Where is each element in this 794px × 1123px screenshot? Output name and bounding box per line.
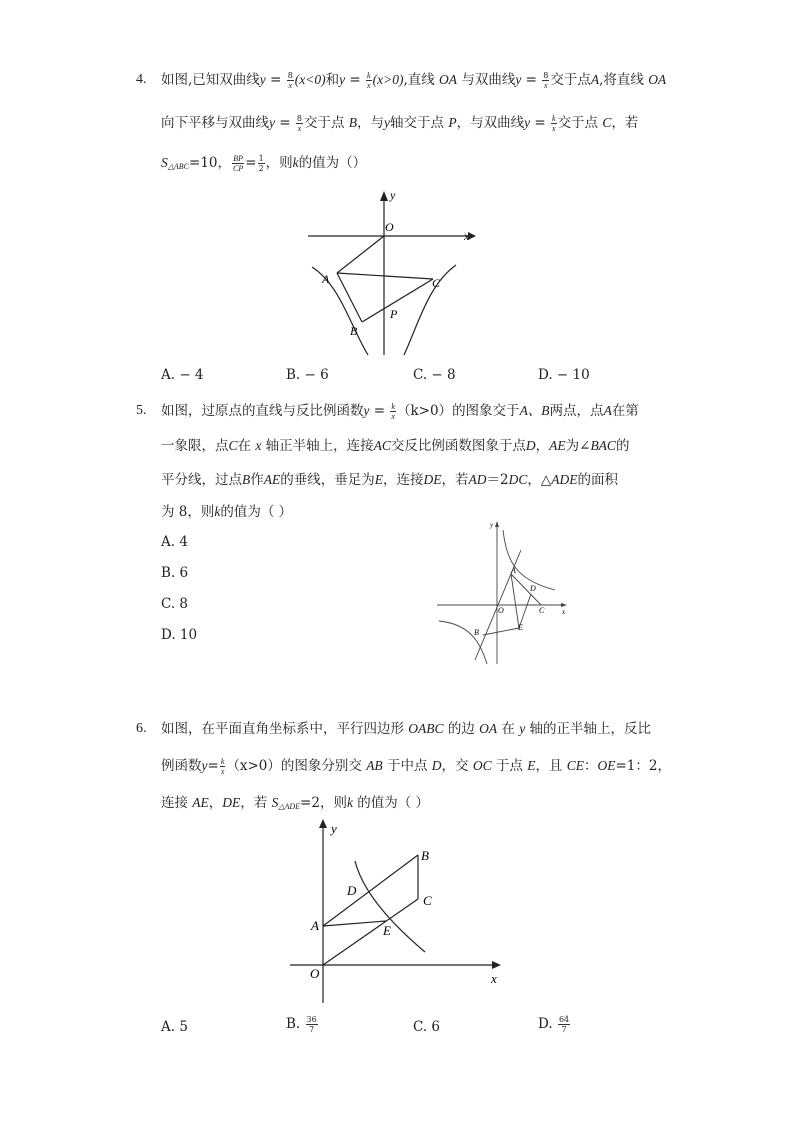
label-b: B — [474, 628, 479, 637]
option-d[interactable]: D. $\frac{64}{7}$ — [538, 1015, 570, 1034]
q5-line-3: 平分线，过点B作AE的垂线，垂足为E，连接DE，若AD＝2DC，△ADE的面积 — [161, 472, 618, 488]
y-axis-arrow — [380, 191, 388, 201]
q5-figure — [437, 518, 572, 666]
q4-line-3: $S_{\triangle ABC}=10$， $\frac{BP}{CP}$ = $\frac{1}{2}$ ，则k的值为（） — [161, 154, 367, 173]
q6-figure — [285, 815, 510, 1010]
q6-line-2: 例函数y= $\frac{k}{x}$ （x>0）的图象分别交 AB 于中点 D，交 OC 于点 E，且 CE：OE=1：2， — [161, 757, 671, 776]
option-c[interactable]: C. 6 — [413, 1019, 441, 1035]
fraction: $\frac{1}{2}$ — [258, 154, 264, 173]
label-d: D — [530, 584, 536, 593]
label-x: x — [491, 971, 497, 986]
q5-line-1: 如图，过原点的直线与反比例函数y = $\frac{k}{x}$ （k>0）的图象交于A、B两点，点A在第 — [161, 402, 639, 421]
y-axis-arrow — [495, 521, 499, 527]
q5-line-2: 一象限，点C在 x 轴正半轴上，连接AC交反比例函数图象于点D，AE为∠BAC的 — [161, 438, 630, 454]
q6-line-3: 连接 AE，DE，若 $S_{\triangle ADE}=2$，则k 的值为（ ） — [161, 795, 430, 811]
segment-ac — [511, 574, 541, 605]
label-x: x — [562, 608, 566, 616]
label-a: A — [311, 918, 319, 933]
fraction: $\frac{k}{x}$ — [391, 402, 395, 421]
label-a: A — [322, 272, 330, 286]
label-c: C — [432, 276, 441, 290]
option-c[interactable]: C. 8 — [161, 596, 189, 612]
label-o: O — [385, 220, 394, 234]
option-b[interactable]: B. − 6 — [286, 367, 329, 383]
q4-figure — [300, 185, 480, 360]
option-c[interactable]: C. − 8 — [413, 367, 456, 383]
label-y: y — [331, 821, 337, 836]
label-o: O — [498, 606, 504, 615]
hyperbola — [355, 861, 425, 952]
label-c: C — [423, 893, 432, 908]
segment-oc — [323, 899, 418, 965]
label-b: B — [350, 324, 358, 338]
label-y: y — [390, 188, 396, 202]
label-b: B — [421, 848, 429, 863]
question-number: 6. — [136, 721, 147, 736]
fraction: $\frac{8}{x}$ — [296, 114, 302, 133]
option-b[interactable]: B. 6 — [161, 565, 189, 581]
fraction: $\frac{64}{7}$ — [558, 1015, 570, 1034]
option-a[interactable]: A. − 4 — [161, 367, 204, 383]
option-a[interactable]: A. 5 — [161, 1019, 188, 1035]
hyperbola-branch-2 — [439, 621, 487, 664]
x-axis-arrow — [492, 961, 501, 969]
q6-line-1: 如图，在平面直角坐标系中，平行四边形 OABC 的边 OA 在 y 轴的正半轴上，反比 — [161, 721, 652, 737]
hyperbola-branch-1 — [503, 530, 555, 590]
q4-line-1: 如图,已知双曲线y = $\frac{8}{x}$ (x<0)和y = $\frac{k}{x}$ (x>0),直线 OA 与双曲线y = $\frac{8}{x}$ 交于点A,将直线 OA — [161, 71, 667, 90]
label-e: E — [518, 623, 523, 632]
option-d[interactable]: D. − 10 — [538, 367, 590, 383]
segment-ab — [337, 273, 362, 322]
y-axis-arrow — [319, 819, 327, 828]
x-axis-arrow — [561, 603, 567, 607]
label-d: D — [347, 883, 357, 898]
question-number: 4. — [136, 72, 147, 87]
fraction: $\frac{BP}{CP}$ — [233, 154, 244, 173]
fraction: $\frac{k}{x}$ — [552, 114, 556, 133]
label-y: y — [490, 521, 494, 529]
segment-ab — [323, 855, 418, 926]
segment-ae — [511, 574, 519, 628]
label-x: x — [464, 229, 470, 243]
option-d[interactable]: D. 10 — [161, 627, 198, 643]
label-e: E — [383, 923, 391, 938]
q4-line-2: 向下平移与双曲线y = $\frac{8}{x}$ 交于点 B，与y轴交于点 P，与双曲线y = $\frac{k}{x}$ 交于点 C，若 — [161, 114, 639, 133]
label-c: C — [539, 606, 545, 615]
segment-bc — [362, 279, 433, 322]
segment-oa — [337, 236, 384, 273]
option-a[interactable]: A. 4 — [161, 534, 188, 550]
question-number: 5. — [136, 403, 147, 418]
label-p: P — [390, 307, 398, 321]
fraction: $\frac{k}{x}$ — [367, 71, 371, 90]
q5-line-4: 为 8，则k的值为（ ） — [161, 504, 293, 520]
segment-ac — [337, 273, 433, 279]
fraction: $\frac{36}{7}$ — [306, 1015, 317, 1034]
fraction: $\frac{k}{x}$ — [220, 757, 225, 776]
fraction: $\frac{8}{x}$ — [287, 71, 293, 90]
label-o: O — [310, 966, 320, 981]
fraction: $\frac{8}{x}$ — [543, 71, 549, 90]
option-b[interactable]: B. $\frac{36}{7}$ — [286, 1015, 317, 1034]
segment-ae — [323, 921, 386, 926]
label-a: A — [511, 566, 516, 575]
